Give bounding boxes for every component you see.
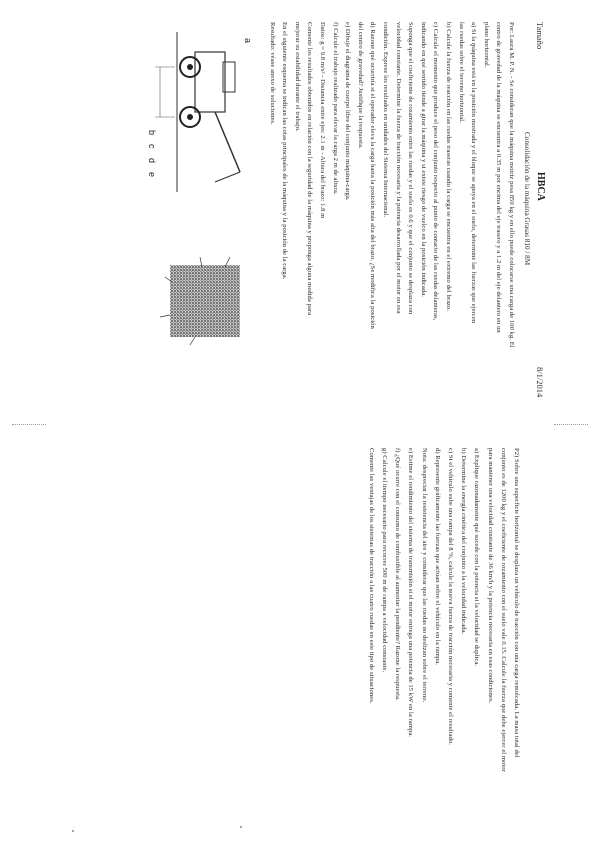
header-title: HBCA xyxy=(535,172,546,201)
text-line: c) Si el vehículo sube una rampa del 8 %, calcule la nueva fuerza de tracción necesaria y comente el resultado. xyxy=(447,448,454,746)
text-line: b) Determine la energía cinética del conjunto a la velocidad indicada. xyxy=(460,448,468,635)
machine-figure xyxy=(145,22,255,192)
text-line: Resultado: véase anexo de soluciones. xyxy=(268,22,276,125)
text-line: Datos: g = 9.8 m/s² - Distancia entre ejes: 2.1 m - Altura del brazo: 1.8 m xyxy=(319,22,326,219)
scan-speck xyxy=(72,830,74,832)
text-line: c) Calcule el momento que produce el peso del conjunto respecto al punto de contacto de las ruedas delanteras, xyxy=(432,22,440,321)
text-line: las ruedas sobre el terreno horizontal. xyxy=(457,22,465,123)
text-line: para mantener una velocidad constante de 36 km/h y la potencia necesaria en esas condiciones. xyxy=(486,448,494,704)
text-line: centro de gravedad de la máquina se encuentra a 0.35 m por encima del eje trasero y a 1.2 m del eje delantero en un xyxy=(495,22,503,333)
text-line: Comente los resultados obtenidos en relación con la seguridad de la máquina y proponga alguna medida para xyxy=(306,22,314,316)
figure-label-e: e xyxy=(147,172,157,178)
text-line: Suponga que el coeficiente de rozamiento entre las ruedas y el suelo es 0.6 y que el conjunto se desplaza con xyxy=(407,22,415,315)
figure-label-c: c xyxy=(147,144,157,149)
text-line: condición. Exprese los resultados en unidades del Sistema Internacional. xyxy=(382,22,389,218)
header-date: 8/1/2014 xyxy=(535,367,545,398)
load-photo-figure xyxy=(155,257,260,352)
text-line: d) Razone qué ocurriría si el operador eleva la carga hasta la posición más alta del brazo. ¿Se modifica la posición xyxy=(369,22,377,329)
text-line: Por: Laura M. P. N. - Se consideran que la máquina motriz pesa 850 kg y en ello puede colocarse una carga de 100 kg. El xyxy=(508,22,515,348)
text-line: d) Represente gráficamente las fuerzas que actúan sobre el vehículo en la rampa. xyxy=(433,448,441,665)
text-line: conjunto es de 1200 kg y el coeficiente de rozamiento con el suelo vale 0.15. Calcule la fuerza que debe ejercer el motor xyxy=(499,448,507,772)
text-line: g) Calcule el tiempo necesario para recorrer 500 m de rampa a velocidad constante. xyxy=(381,448,388,673)
page-subtitle: Consolidación de la máquina Grasas 810 / 8M xyxy=(523,132,531,266)
text-line: Nota: despreciar la resistencia del aire y considerar que las ruedas no deslizan sobre el terreno. xyxy=(420,448,428,703)
text-line: f) ¿Qué ocurre con el consumo de combustible al aumentar la pendiente? Razone la respuesta. xyxy=(394,448,402,701)
text-line: velocidad constante. Determine la fuerza de tracción necesaria y la potencia desarrollada por el motor en esa xyxy=(394,22,402,314)
figure-label-b: b xyxy=(147,130,157,136)
text-line: indicando en qué sentido tiende a girar la máquina y si existe riesgo de vuelco en la posición indicada. xyxy=(419,22,427,297)
text-line: f) Calcule el trabajo realizado para elevar la carga 2 m de altura. xyxy=(331,22,339,195)
header-left: Tamaño xyxy=(535,22,545,50)
text-line: En el siguiente esquema se indican las cotas principales de la máquina y la posición de la carga. xyxy=(281,22,289,280)
text-line: a) Si la máquina está en la posición mostrada y el bloque se apoya en el suelo, determine las fuerzas que ejercen xyxy=(470,22,478,324)
text-line: b) Calcule la fuerza de reacción en las ruedas traseras cuando la carga se encuentra en el extremo del brazo. xyxy=(445,22,452,312)
text-line: e) Dibuje el diagrama de cuerpo libre del conjunto máquina-carga. xyxy=(344,22,352,201)
bottom-page xyxy=(118,448,528,832)
text-line: e) Estime el rendimiento del sistema de transmisión si el motor entrega una potencia de 15 kW en la rampa. xyxy=(407,448,415,737)
text-line: a) Explique razonadamente qué sucede con la potencia si la velocidad se duplica. xyxy=(473,448,481,667)
fold-mark-left xyxy=(12,424,46,425)
text-line: Comente las ventajas de los sistemas de tracción a las cuatro ruedas en este tipo de situaciones. xyxy=(367,448,375,704)
text-line: plano horizontal. xyxy=(482,22,490,68)
figure-label-d: d xyxy=(147,158,157,164)
text-line: mejorar su estabilidad durante el trabajo. xyxy=(293,22,301,132)
text-line: P2) Sobre una superficie horizontal se desplaza un vehículo de tracción con una carga remolcada. La masa total del xyxy=(513,448,520,758)
text-line: del centro de gravedad? Justifique la respuesta. xyxy=(356,22,364,149)
fold-mark-right xyxy=(554,424,588,425)
top-page xyxy=(125,22,545,412)
figure-label-a: a xyxy=(243,38,253,44)
